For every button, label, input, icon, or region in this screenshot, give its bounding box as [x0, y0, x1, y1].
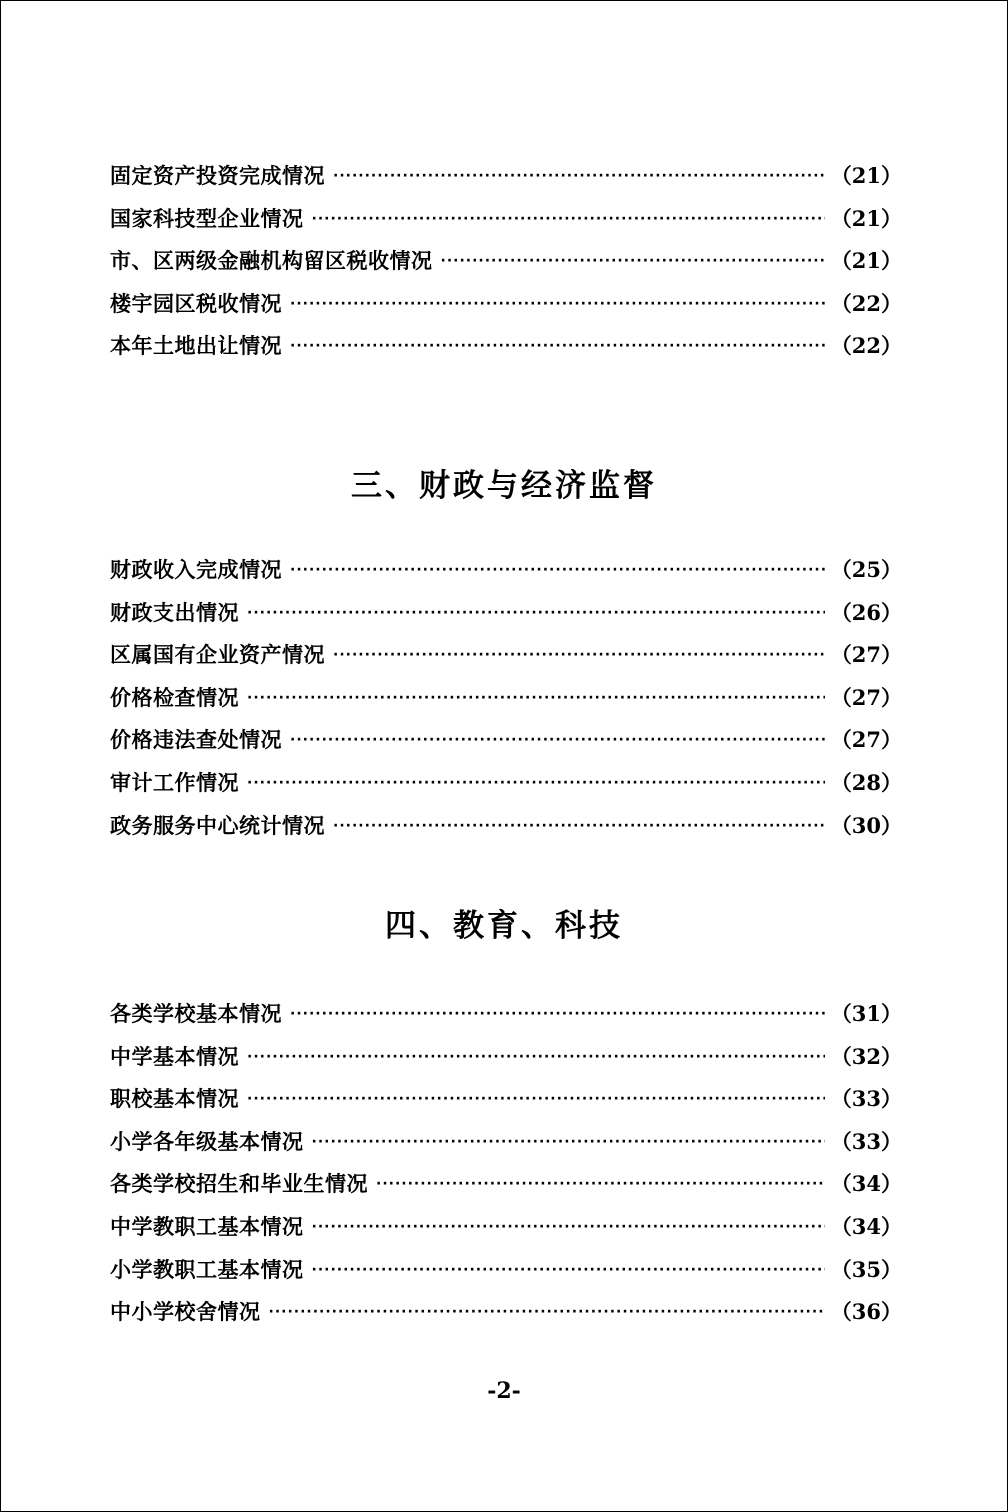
- toc-entry-page: （27）: [830, 684, 902, 710]
- dot-leader: [247, 605, 825, 621]
- toc-entry[interactable]: [110, 330, 902, 373]
- toc-entry-title: 审计工作情况: [110, 769, 239, 795]
- toc-entry-title: 中学教职工基本情况: [110, 1213, 304, 1239]
- dot-leader: [247, 775, 825, 791]
- toc-entry[interactable]: [110, 1126, 902, 1169]
- toc-entry-page: （36）: [830, 1299, 902, 1325]
- toc-entry-page: （26）: [830, 599, 902, 625]
- toc-entry-title: 各类学校招生和毕业生情况: [110, 1171, 368, 1197]
- toc-entry[interactable]: [110, 597, 902, 640]
- toc-entry-page: （33）: [830, 1128, 902, 1154]
- dot-leader: [376, 1176, 825, 1192]
- toc-entry[interactable]: [110, 1254, 902, 1297]
- toc-entry-page: （22）: [830, 333, 902, 359]
- toc-entry-title: 价格检查情况: [110, 684, 239, 710]
- toc-entry[interactable]: [110, 1211, 902, 1254]
- toc-entry-title: 区属国有企业资产情况: [110, 642, 325, 668]
- dot-leader: [290, 562, 825, 578]
- dot-leader: [247, 1049, 825, 1065]
- toc-entry[interactable]: [110, 767, 902, 810]
- dot-leader: [312, 211, 825, 227]
- toc-entry[interactable]: [110, 203, 902, 246]
- dot-leader: [312, 1219, 825, 1235]
- toc-entry-page: （31）: [830, 1001, 902, 1026]
- toc-entry-title: 市、区两级金融机构留区税收情况: [110, 248, 433, 274]
- toc-entry-title: 政务服务中心统计情况: [110, 812, 325, 838]
- page-number: -2-: [487, 1378, 521, 1404]
- toc-entry-page: （27）: [830, 727, 902, 753]
- toc-entry[interactable]: [110, 288, 902, 331]
- dot-leader: [333, 818, 825, 834]
- dot-leader: [290, 296, 825, 312]
- toc-group-continued: [110, 160, 902, 373]
- toc-entry[interactable]: [110, 554, 902, 597]
- toc-entry[interactable]: [110, 998, 902, 1041]
- toc-entry-title: 财政支出情况: [110, 599, 239, 625]
- toc-entry-title: 价格违法查处情况: [110, 727, 282, 753]
- toc-entry-page: （25）: [830, 557, 902, 582]
- dot-leader: [333, 647, 825, 663]
- toc-entry-page: （28）: [830, 769, 902, 795]
- dot-leader: [441, 253, 825, 269]
- toc-entry-title: 中学基本情况: [110, 1043, 239, 1069]
- dot-leader: [312, 1134, 825, 1150]
- toc-entry-page: （21）: [830, 163, 902, 188]
- toc-entry[interactable]: [110, 639, 902, 682]
- toc-entry-title: 各类学校基本情况: [110, 1001, 282, 1026]
- toc-entry-page: （27）: [830, 642, 902, 668]
- dot-leader: [247, 1091, 825, 1107]
- section-heading: 三、财政与经济监督: [351, 468, 657, 504]
- dot-leader: [290, 732, 825, 748]
- toc-entry[interactable]: [110, 682, 902, 725]
- toc-entry-title: 本年土地出让情况: [110, 333, 282, 359]
- section-heading: 四、教育、科技: [385, 908, 623, 944]
- toc-entry-title: 中小学校舍情况: [110, 1299, 261, 1325]
- toc-entry-title: 固定资产投资完成情况: [110, 163, 325, 188]
- toc-entry-title: 楼宇园区税收情况: [110, 290, 282, 316]
- toc-entry-title: 职校基本情况: [110, 1086, 239, 1112]
- toc-entry[interactable]: [110, 1041, 902, 1084]
- toc-entry[interactable]: [110, 1168, 902, 1211]
- dot-leader: [290, 338, 825, 354]
- dot-leader: [290, 1006, 825, 1022]
- toc-entry[interactable]: [110, 1083, 902, 1126]
- toc-entry[interactable]: [110, 1296, 902, 1339]
- toc-entry-page: （22）: [830, 290, 902, 316]
- toc-entry-page: （21）: [830, 205, 902, 231]
- dot-leader: [312, 1262, 825, 1278]
- toc-entry-page: （35）: [830, 1256, 902, 1282]
- toc-entry-title: 小学教职工基本情况: [110, 1256, 304, 1282]
- toc-entry-title: 小学各年级基本情况: [110, 1128, 304, 1154]
- toc-entry-page: （30）: [830, 812, 902, 838]
- toc-entry-page: （21）: [830, 248, 902, 274]
- toc-entry-page: （34）: [830, 1213, 902, 1239]
- dot-leader: [247, 690, 825, 706]
- toc-entry[interactable]: [110, 810, 902, 853]
- toc-group-finance: [110, 554, 902, 852]
- dot-leader: [269, 1304, 825, 1320]
- toc-entry[interactable]: [110, 724, 902, 767]
- dot-leader: [333, 168, 825, 184]
- toc-entry-title: 财政收入完成情况: [110, 557, 282, 582]
- toc-group-education: [110, 998, 902, 1339]
- toc-entry-page: （33）: [830, 1086, 902, 1112]
- toc-entry-page: （34）: [830, 1171, 902, 1197]
- toc-entry[interactable]: [110, 160, 902, 203]
- toc-entry[interactable]: [110, 245, 902, 288]
- toc-entry-page: （32）: [830, 1043, 902, 1069]
- toc-entry-title: 国家科技型企业情况: [110, 205, 304, 231]
